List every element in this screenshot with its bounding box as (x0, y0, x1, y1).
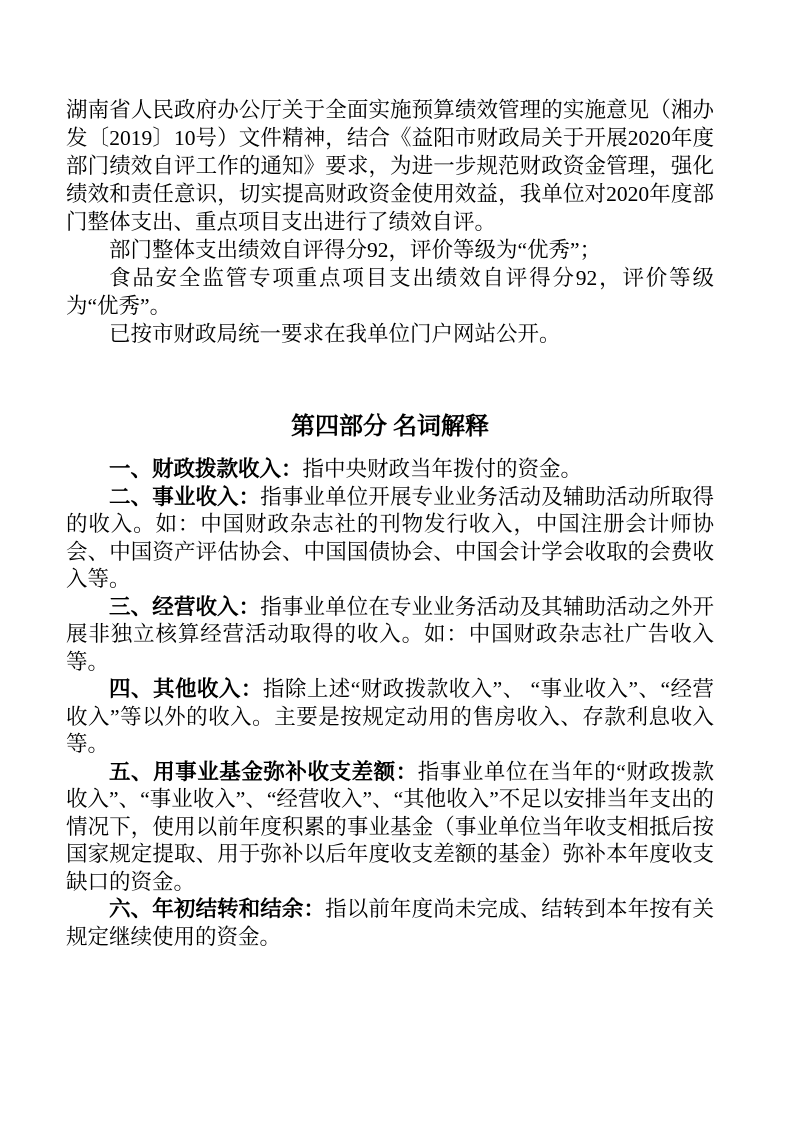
definition-term: 一、财政拨款收入： (109, 457, 303, 481)
definition-description: 指事业单位在当年的“财政拨款收入”、“事业收入”、“经营收入”、“其他收入”不足以安排当年支出的情况下，使用以前年度积累的事业基金（事业单位当年收支相抵后按国家规定提取、用于弥补以后年度收支差额的基金）弥补本年度收支缺口的资金。 (66, 759, 714, 894)
definition-item (66, 484, 714, 594)
definition-description: 指除上述“财政拨款收入”、 “事业收入”、“经营收入”等以外的收入。主要是按规定动用的售房收入、存款利息收入等。 (66, 677, 714, 756)
definition-term: 二、事业收入： (109, 484, 261, 509)
definition-description: 指以前年度尚未完成、结转到本年按有关规定继续使用的资金。 (66, 897, 714, 949)
definition-term: 三、经营收入： (109, 594, 261, 619)
paragraph-overall-expenditure-score: 部门整体支出绩效自评得分92，评价等级为“优秀”； (109, 238, 602, 262)
definition-item (66, 456, 714, 484)
paragraph-policy-basis: 湖南省人民政府办公厅关于全面实施预算绩效管理的实施意见（湘办发〔2019〕10号）文件精神，结合《益阳市财政局关于开展2020年度部门绩效自评工作的通知》要求，为进一步规范财政资金管理，强化绩效和责任意识，切实提高财政资金使用效益，我单位对2020年度部门整体支出、重点项目支出进行了绩效自评。 (66, 98, 714, 234)
definition-description: 指事业单位开展专业业务活动及辅助活动所取得的收入。如：中国财政杂志社的刊物发行收入，中国注册会计师协会、中国资产评估协会、中国国债协会、中国会计学会收取的会费收入等。 (66, 484, 714, 591)
definition-term: 四、其他收入： (109, 677, 263, 701)
definition-description: 指事业单位在专业业务活动及其辅助活动之外开展非独立核算经营活动取得的收入。如：中国财政杂志社广告收入等。 (66, 594, 714, 674)
definition-term: 六、年初结转和结余： (109, 897, 326, 921)
section-heading: 第四部分 名词解释 (291, 414, 489, 440)
definition-description: 指中央财政当年拨付的资金。 (302, 457, 583, 481)
definition-item (66, 594, 714, 677)
definition-item (66, 676, 714, 759)
intro-section (66, 96, 714, 348)
definition-item (66, 896, 714, 951)
definition-item (66, 759, 714, 897)
definitions-section (66, 456, 714, 951)
paragraph-project-expenditure-score: 食品安全监管专项重点项目支出绩效自评得分92，评价等级为“优秀”。 (66, 266, 714, 318)
paragraph-disclosure: 已按市财政局统一要求在我单位门户网站公开。 (109, 322, 561, 346)
definition-term: 五、用事业基金弥补收支差额： (109, 759, 418, 784)
